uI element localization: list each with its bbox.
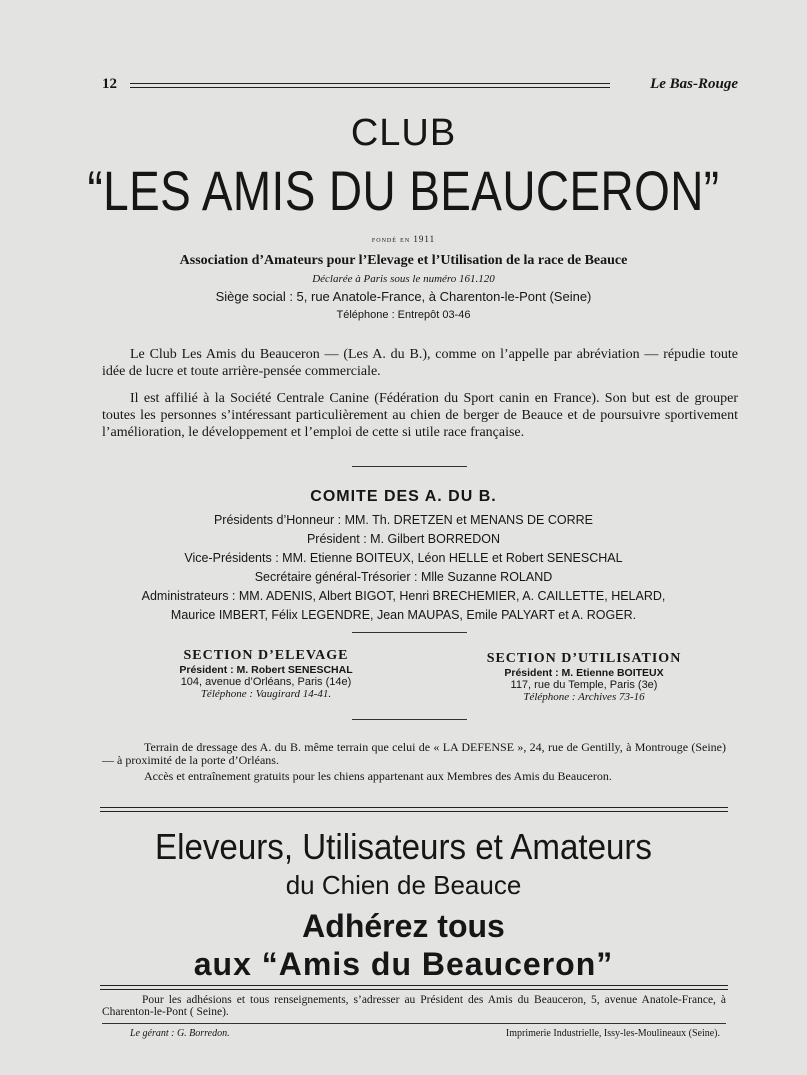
footer-rule — [102, 1023, 726, 1024]
printer: Imprimerie Industrielle, Issy-les-Moulineaux (Seine). — [505, 1028, 720, 1039]
declaration-line: Déclarée à Paris sous le numéro 161.120 — [312, 273, 495, 285]
affiliation-paragraph: Il est affilié à la Société Centrale Canine (Fédération du Sport canin en France). Son but est de grouper toutes les personnes s’intéressant particulièrement au chien de berger de Beauce et de poursuivre sportivement l’amélioration, le développement et l’emploi de cette si utile race française. — [102, 391, 738, 440]
comite-line: Maurice IMBERT, Félix LEGENDRE, Jean MAUPAS, Emile PALYART et A. ROGER. — [170, 608, 637, 622]
section-utilisation — [434, 651, 734, 703]
siege-social: Siège social : 5, rue Anatole-France, à Charenton-le-Pont (Seine) — [215, 289, 592, 304]
club-heading: CLUB — [350, 112, 457, 154]
section-address: 104, avenue d’Orléans, Paris (14e) — [180, 676, 352, 688]
appeal-rule-bottom — [100, 985, 728, 990]
section-elevage — [116, 648, 416, 700]
divider — [352, 632, 467, 633]
access-paragraph: Accès et entraînement gratuits pour les chiens appartenant aux Membres des Amis du Beauceron. — [144, 769, 612, 783]
gerant: Le gérant : G. Borredon. — [130, 1028, 230, 1039]
page-number: 12 — [102, 76, 117, 92]
appeal-rule-top — [100, 807, 728, 812]
footer-note: Pour les adhésions et tous renseignements, s’adresser au Président des Amis du Beauceron, 5, avenue Anatole-France, à Charenton-le-Pont ( Seine). — [102, 994, 726, 1018]
section-title: SECTION D’ELEVAGE — [183, 648, 349, 663]
founded-line: fondé en 1911 — [371, 234, 436, 244]
association-line: Association d’Amateurs pour l’Elevage et l’Utilisation de la race de Beauce — [179, 253, 628, 268]
section-address: 117, rue du Temple, Paris (3e) — [510, 679, 658, 691]
section-president: Président : M. Etienne BOITEUX — [504, 667, 664, 679]
section-title: SECTION D’UTILISATION — [486, 651, 682, 666]
section-telephone: Téléphone : Vaugirard 14-41. — [200, 688, 332, 700]
club-name: “LES AMIS DU BEAUCERON” — [87, 159, 720, 222]
magazine-title: Le Bas-Rouge — [650, 76, 738, 92]
appeal-line-3: Adhérez tous — [302, 908, 505, 944]
comite-line: Président : M. Gilbert BORREDON — [306, 532, 501, 546]
comite-line: Secrétaire général-Trésorier : Mlle Suzanne ROLAND — [254, 570, 553, 584]
comite-title: COMITE DES A. DU B. — [310, 488, 497, 505]
running-header — [102, 76, 742, 98]
intro-paragraph: Le Club Les Amis du Beauceron — (Les A. du B.), comme on l’appelle par abréviation — répudie toute idée de lucre et toute arrière-pensée commerciale. — [102, 347, 738, 379]
divider — [352, 719, 467, 720]
header-rule — [130, 83, 610, 88]
terrain-paragraph: Terrain de dressage des A. du B. même terrain que celui de « LA DEFENSE », 24, rue de Gentilly, à Montrouge (Seine) — à proximité de la porte d’Orléans. — [102, 740, 726, 767]
appeal-line-1: Eleveurs, Utilisateurs et Amateurs — [154, 826, 653, 867]
comite-line: Administrateurs : MM. ADENIS, Albert BIGOT, Henri BRECHEMIER, A. CAILLETTE, HELARD, — [141, 589, 666, 603]
comite-line: Vice-Présidents : MM. Etienne BOITEUX, Léon HELLE et Robert SENESCHAL — [184, 551, 623, 565]
appeal-line-4: aux “Amis du Beauceron” — [193, 946, 614, 982]
divider — [352, 466, 467, 467]
section-president: Président : M. Robert SENESCHAL — [179, 664, 353, 676]
comite-line: Présidents d’Honneur : MM. Th. DRETZEN et MENANS DE CORRE — [213, 513, 594, 527]
section-telephone: Téléphone : Archives 73-16 — [523, 691, 645, 703]
appeal-line-2: du Chien de Beauce — [285, 870, 522, 900]
telephone-line: Téléphone : Entrepôt 03-46 — [336, 309, 471, 321]
